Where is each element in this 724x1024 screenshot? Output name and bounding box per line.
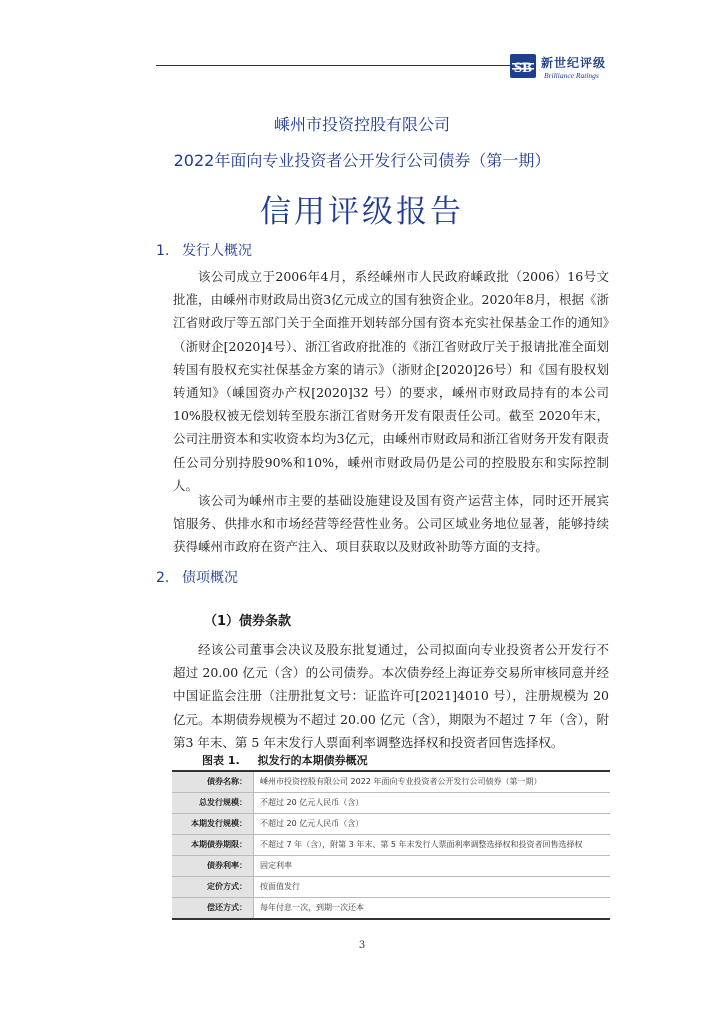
figure-label: 图表 1. <box>202 754 240 767</box>
table-row <box>172 835 610 856</box>
bond-terms-table <box>172 770 610 920</box>
section-number: 1. <box>156 243 170 259</box>
bond-title: 2022年面向专业投资者公开发行公司债券（第一期） <box>173 151 551 170</box>
row-label: 偿还方式： <box>172 898 254 920</box>
logo-name-en: Brilliance Ratings <box>544 71 599 80</box>
sb-logo-icon <box>510 54 536 78</box>
section-title: 发行人概况 <box>182 243 252 259</box>
section-heading-issuer <box>156 240 252 260</box>
row-label: 定价方式： <box>172 877 254 898</box>
table-row <box>172 856 610 877</box>
issuer-paragraph-2: 该公司为嵊州市主要的基础设施建设及国有资产运营主体，同时还开展宾馆服务、供排水和市场经营等经营性业务。公司区域业务地位显著，能够持续获得嵊州市政府在资产注入、项目获取以及财政补助等方面的支持。 <box>173 493 609 555</box>
row-label: 本期债券期限： <box>172 835 254 856</box>
brilliance-ratings-logo <box>510 52 610 82</box>
row-value: 不超过 20 亿元人民币（含） <box>254 793 611 814</box>
issuer-paragraph-1: 该公司成立于2006年4月，系经嵊州市人民政府嵊政批（2006）16号文批准，由嵊州市财政局出资3亿元成立的国有独资企业。2020年8月，根据《浙江省财政厅等五部门关于全面推开划转部分国有资本充实社保基金工作的通知》（浙财企[2020]4号）、浙江省政府批准的《浙江省财政厅关于报请批准全面划转国有股权充实社保基金方案的请示》（浙财企[2020]26号）和《国有股权划转通知》（嵊国资办产权[2020]32 号）的要求，嵊州市财政局持有的本公司 10%股权被无偿划转至股东浙江省财务开发有限责任公司。截至 2020年末，公司注册资本和实收资本均为3亿元，由嵊州市财政局和浙江省财务开发有限责任公司分别持股90%和10%，嵊州市财政局仍是公司的控股股东和实际控制人。 <box>173 269 609 493</box>
table-row <box>172 877 610 898</box>
report-title: 信用评级报告 <box>260 194 464 230</box>
table-row <box>172 793 610 814</box>
row-label: 总发行规模： <box>172 793 254 814</box>
logo-name-cn: 新世纪评级 <box>541 56 607 70</box>
row-value: 按面值发行 <box>254 877 611 898</box>
header-rule <box>156 65 510 66</box>
page-number: 3 <box>358 940 366 951</box>
row-label: 本期发行规模： <box>172 814 254 835</box>
row-value: 嵊州市投资控股有限公司 2022 年面向专业投资者公开发行公司债券（第一期） <box>254 771 611 793</box>
row-value: 每年付息一次，到期一次还本 <box>254 898 611 920</box>
table-row <box>172 898 610 920</box>
row-value: 固定利率 <box>254 856 611 877</box>
row-value: 不超过 20 亿元人民币（含） <box>254 814 611 835</box>
figure-caption <box>202 752 368 768</box>
section-number: 2. <box>156 570 170 586</box>
section-heading-bond <box>156 567 238 587</box>
row-value: 不超过 7 年（含），附第 3 年末、第 5 年末发行人票面利率调整选择权和投资者回售选择权 <box>254 835 611 856</box>
figure-title: 拟发行的本期债券概况 <box>257 754 368 767</box>
company-name: 嵊州市投资控股有限公司 <box>273 115 450 134</box>
subsection-heading-bond-terms: （1）债券条款 <box>204 614 292 629</box>
row-label: 债券名称： <box>172 771 254 793</box>
table-row <box>172 771 610 793</box>
row-label: 债券利率： <box>172 856 254 877</box>
bond-terms-paragraph: 经该公司董事会决议及股东批复通过，公司拟面向专业投资者公开发行不超过 20.00 亿元（含）的公司债券。本次债券经上海证券交易所审核同意并经中国证监会注册（注册批复文号：证监许可[2021]4010 号），注册规模为 20 亿元。本期债券规模为不超过 20.00 亿元（含），期限为不超过 7 年（含），附第3 年末、第 5 年末发行人票面利率调整选择权和投资者回售选择权。 <box>173 642 609 750</box>
section-title: 债项概况 <box>182 570 238 586</box>
svg-text:SB: SB <box>513 60 533 76</box>
table-row <box>172 814 610 835</box>
